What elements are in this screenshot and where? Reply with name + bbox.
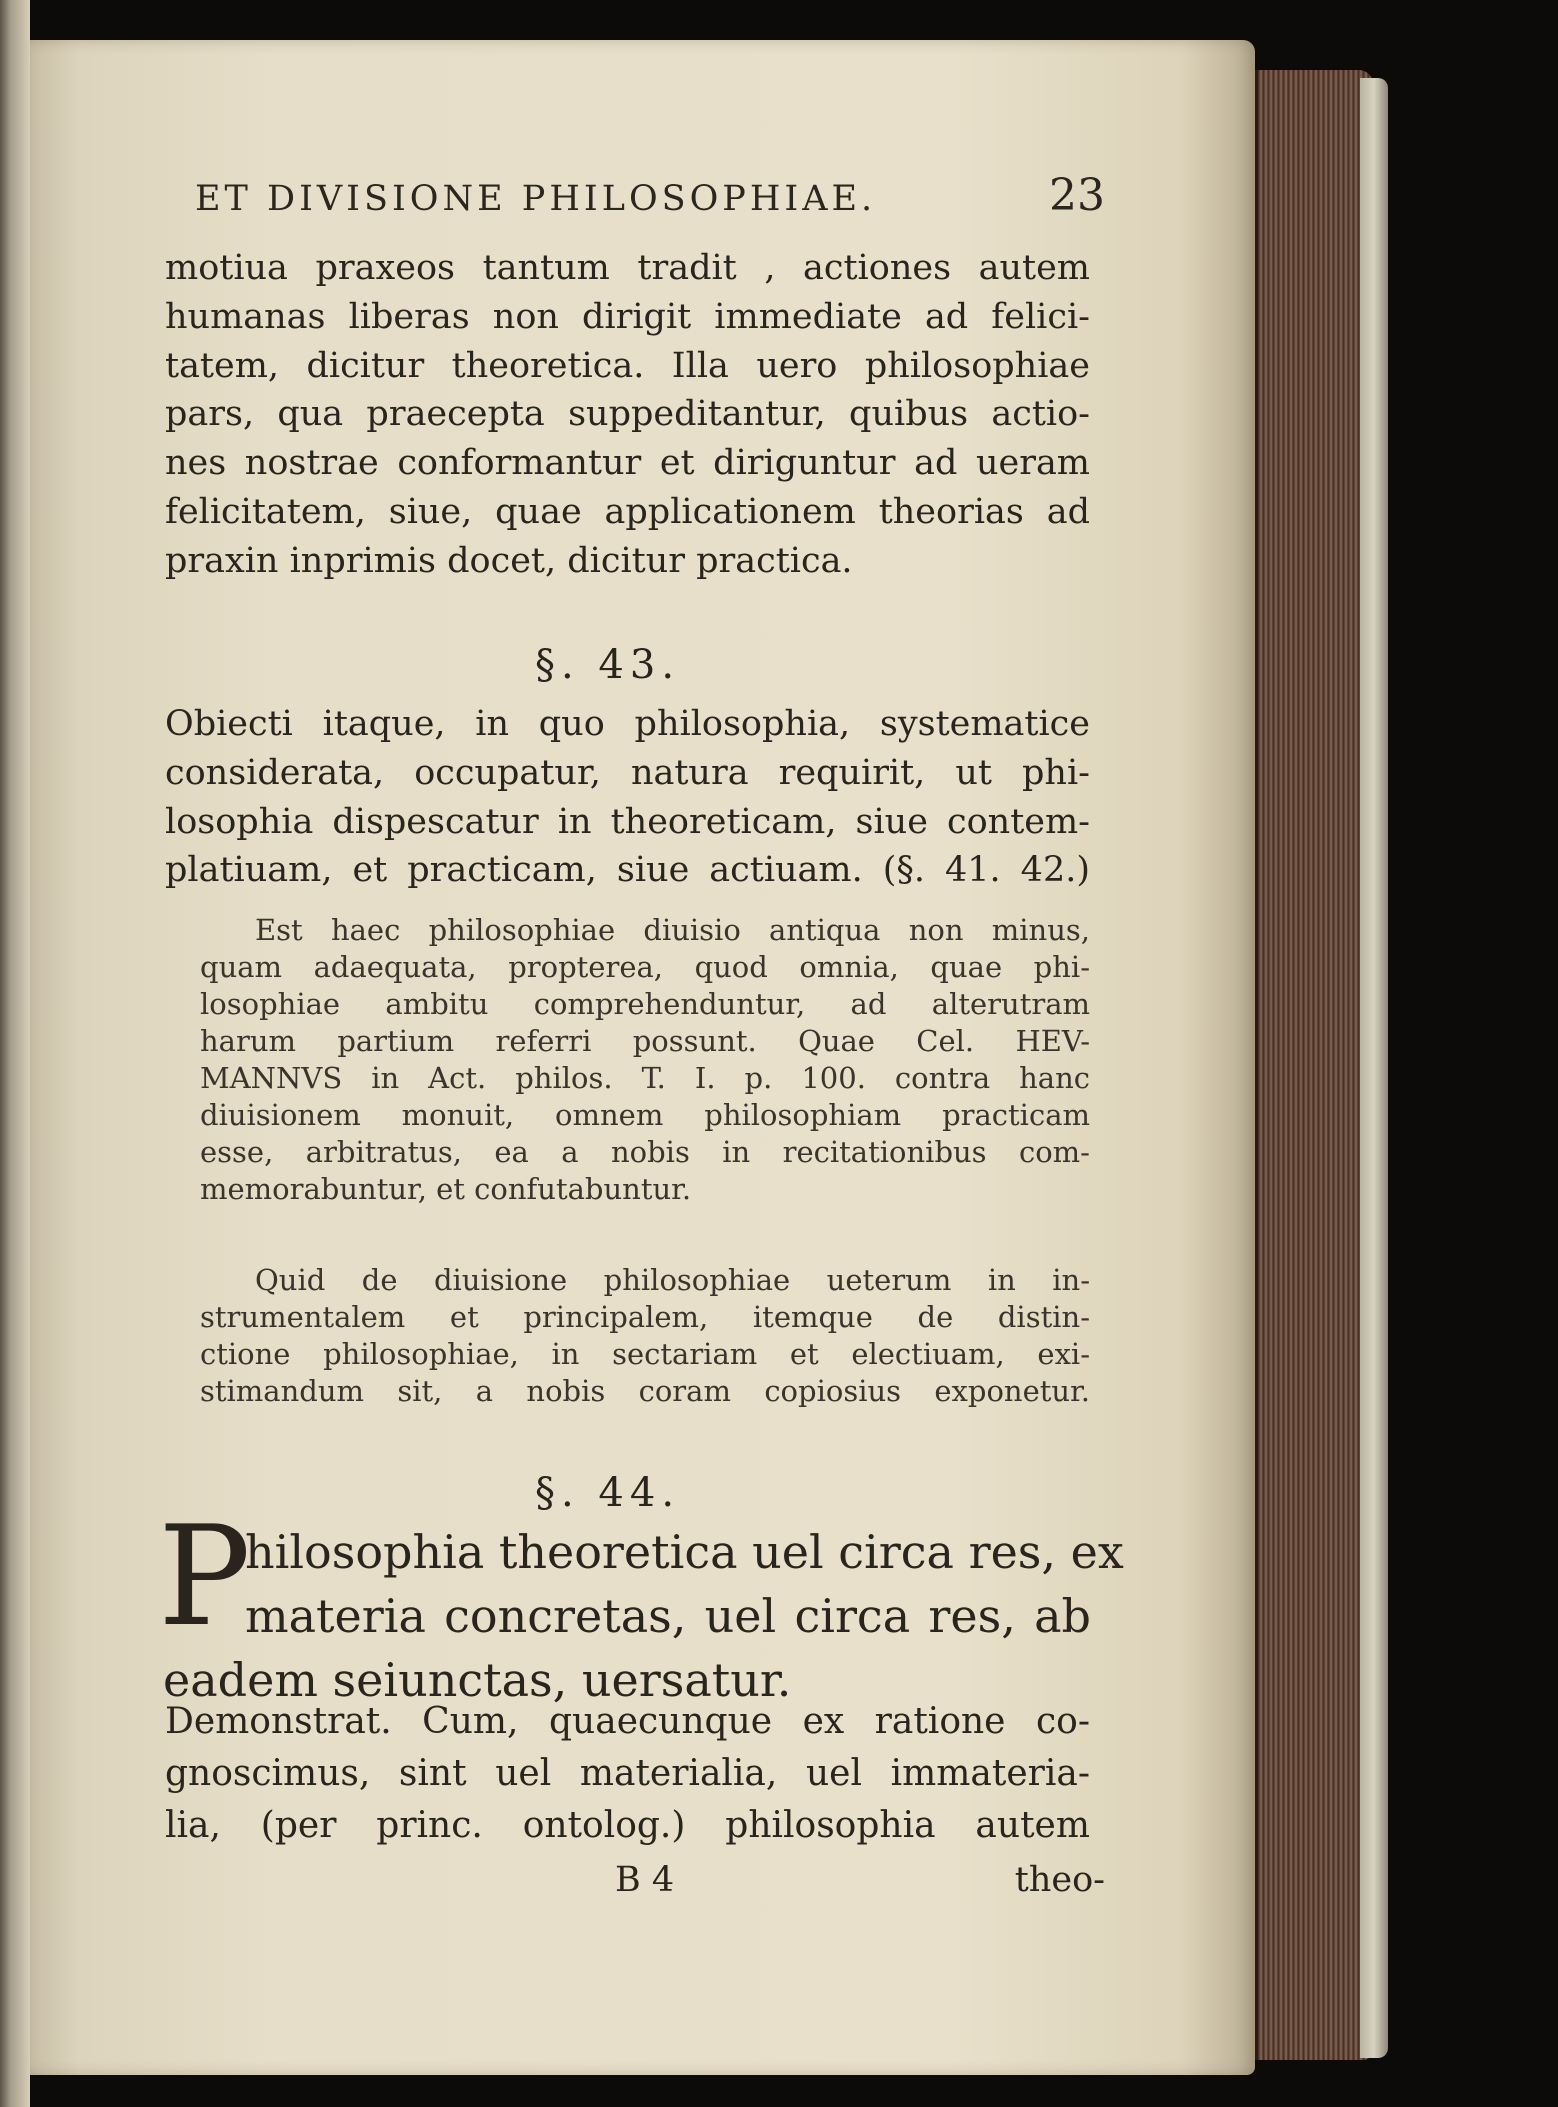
text-line: harum partium referri possunt. Quae Cel. HEV- bbox=[200, 1024, 1090, 1058]
text-line: lia, (per princ. ontolog.) philosophia autem bbox=[165, 1805, 1090, 1846]
page-number: 23 bbox=[1049, 170, 1105, 221]
text-line: eadem seiunctas, uersatur. bbox=[163, 1653, 792, 1707]
section-43-paragraph bbox=[165, 700, 1090, 895]
demonstration-paragraph bbox=[165, 1696, 1090, 1852]
text-line: humanas liberas non dirigit immediate ad felici- bbox=[165, 296, 1090, 337]
left-page-edge bbox=[0, 0, 30, 2107]
text-line: motiua praxeos tantum tradit , actiones autem bbox=[165, 248, 1090, 288]
text-line: praxin inprimis docet, dicitur practica. bbox=[165, 540, 853, 581]
signature-mark: B 4 bbox=[615, 1860, 675, 1900]
section-43-note-1 bbox=[200, 912, 1090, 1208]
text-line: MANNVS in Act. philos. T. I. p. 100. contra hanc bbox=[200, 1061, 1090, 1095]
text-line: pars, qua praecepta suppeditantur, quibus actio- bbox=[165, 394, 1090, 435]
drop-cap: P bbox=[158, 1496, 251, 1657]
text-line: quam adaequata, propterea, quod omnia, quae phi- bbox=[200, 950, 1090, 984]
page-edges bbox=[1255, 70, 1373, 2060]
text-line: Demonstrat. Cum, quaecunque ex ratione co- bbox=[165, 1701, 1090, 1742]
text-line: losophia dispescatur in theoreticam, siue contem- bbox=[165, 801, 1090, 842]
running-head-title: ET DIVISIONE PHILOSOPHIAE. bbox=[195, 179, 877, 219]
section-44-paragraph bbox=[163, 1520, 1124, 1712]
section-43-note-2 bbox=[200, 1262, 1090, 1410]
text-line: tatem, dicitur theoretica. Illa uero philosophiae bbox=[165, 345, 1090, 386]
text-line: Est haec philosophiae diuisio antiqua non minus, bbox=[255, 913, 1090, 947]
text-line: Obiecti itaque, in quo philosophia, systematice bbox=[165, 704, 1090, 744]
text-line: esse, arbitratus, ea a nobis in recitationibus com- bbox=[200, 1135, 1090, 1169]
text-line: hilosophia theoretica uel circa res, ex bbox=[245, 1525, 1124, 1579]
text-line: ctione philosophiae, in sectariam et electiuam, exi- bbox=[200, 1337, 1090, 1371]
paragraph-intro bbox=[165, 244, 1090, 586]
text-line: losophiae ambitu comprehenduntur, ad alterutram bbox=[200, 987, 1090, 1021]
catchword: theo- bbox=[1014, 1860, 1105, 1900]
text-line: stimandum sit, a nobis coram copiosius exponetur. bbox=[200, 1374, 1090, 1408]
text-line: felicitatem, siue, quae applicationem theorias ad bbox=[165, 491, 1090, 532]
text-line: strumentalem et principalem, itemque de distin- bbox=[200, 1300, 1090, 1334]
running-head bbox=[195, 170, 1105, 221]
text-line: considerata, occupatur, natura requirit, ut phi- bbox=[165, 752, 1090, 793]
text-line: memorabuntur, et confutabuntur. bbox=[200, 1172, 692, 1206]
text-line: platiuam, et practicam, siue actiuam. (§. 41. 42.) bbox=[165, 850, 1090, 891]
text-line: diuisionem monuit, omnem philosophiam practicam bbox=[200, 1098, 1090, 1132]
section-44-heading: §. 44. bbox=[535, 1470, 681, 1516]
section-43-heading: §. 43. bbox=[535, 642, 681, 688]
book-cover-edge bbox=[1360, 78, 1388, 2058]
text-line: Quid de diuisione philosophiae ueterum in in- bbox=[255, 1263, 1090, 1297]
text-line: gnoscimus, sint uel materialia, uel immateria- bbox=[165, 1753, 1090, 1794]
text-line: materia concretas, uel circa res, ab bbox=[245, 1589, 1091, 1643]
text-line: nes nostrae conformantur et diriguntur ad ueram bbox=[165, 443, 1090, 484]
